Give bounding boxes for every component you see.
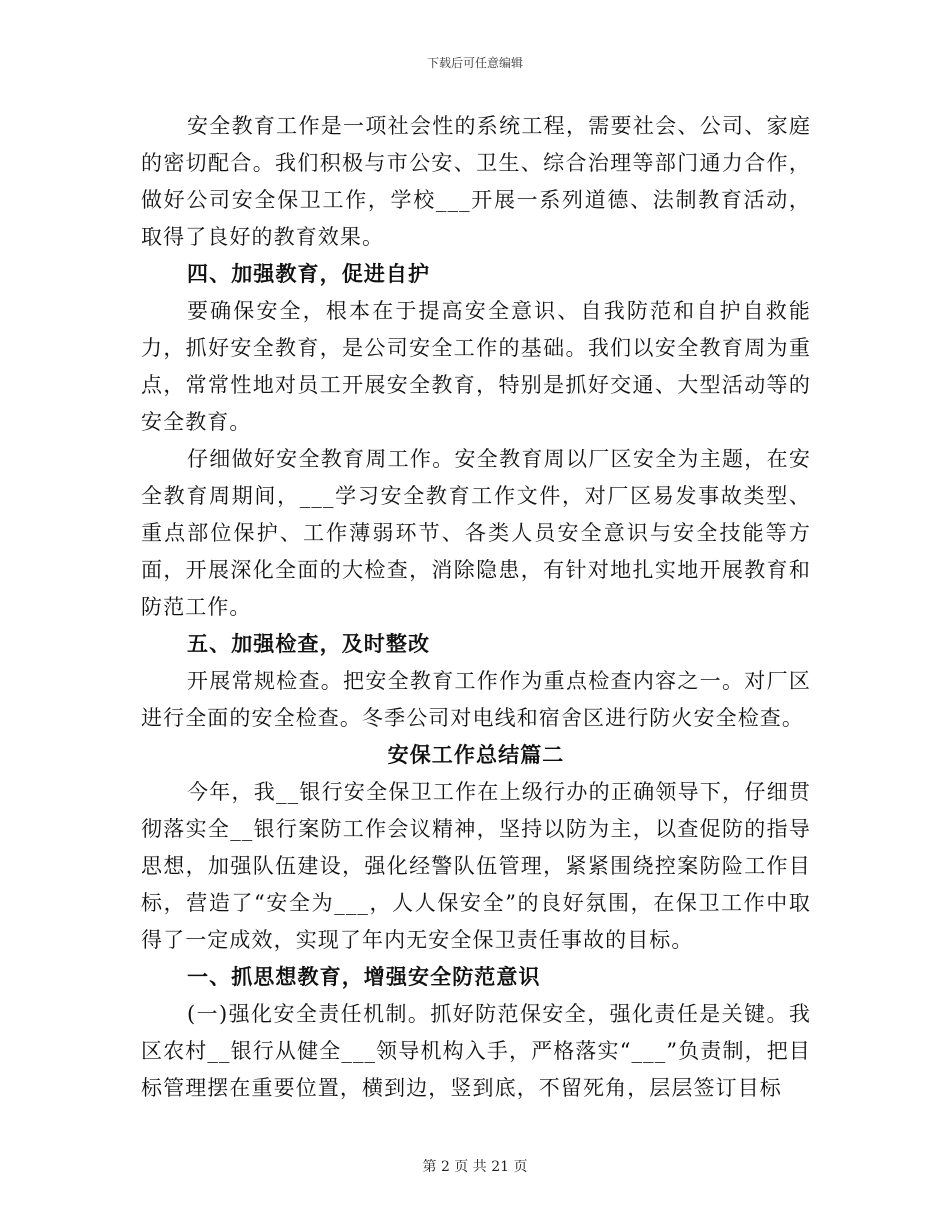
paragraph-routine-inspection: 开展常规检查。把安全教育工作作为重点检查内容之一。对厂区进行全面的安全检查。冬季公司对电线和宿舍区进行防火安全检查。	[141, 669, 811, 730]
paragraph-ensure-safety: 要确保安全，根本在于提高安全意识、自我防范和自护自救能力，抓好安全教育，是公司安全工作的基础。我们以安全教育周为重点，常常性地对员工开展安全教育，特别是抓好交通、大型活动等的安全教育。	[141, 299, 811, 434]
page-header: 下载后可任意编辑	[426, 56, 523, 70]
paragraph-this-year: 今年，我__银行安全保卫工作在上级行办的正确领导下，仔细贯彻落实全__银行案防工作会议精神，坚持以防为主，以查促防的指导思想，加强队伍建设，强化经警队伍管理，紧紧围绕控案防险工作目标，营造了“安全为___，人人保安全”的良好氛围，在保卫工作中取得了一定成效，实现了年内无安全保卫责任事故的目标。	[141, 780, 811, 952]
section-heading-5: 五、加强检查，及时整改	[187, 632, 431, 656]
page-footer: 第 2 页 共 21 页	[422, 1159, 528, 1175]
document-body	[141, 108, 811, 1107]
paragraph-safety-education: 安全教育工作是一项社会性的系统工程，需要社会、公司、家庭的密切配合。我们积极与市公安、卫生、综合治理等部门通力合作，做好公司安全保卫工作，学校___开展一系列道德、法制教育活动，取得了良好的教育效果。	[141, 114, 811, 249]
section-heading-4: 四、加强教育，促进自护	[187, 262, 431, 286]
paragraph-responsibility-mechanism: (一)强化安全责任机制。抓好防范保安全，强化责任是关键。我区农村__银行从健全___领导机构入手，严格落实“___”负责制，把目标管理摆在重要位置，横到边，竖到底，不留死角，层层签订目标	[141, 1002, 811, 1100]
paragraph-education-week: 仔细做好安全教育周工作。安全教育周以厂区安全为主题，在安全教育周期间，___学习安全教育工作文件，对厂区易发事故类型、重点部位保护、工作薄弱环节、各类人员安全意识与安全技能等方面，开展深化全面的大检查，消除隐患，有针对地扎实地开展教育和防范工作。	[141, 447, 811, 619]
article-title-part-two: 安保工作总结篇二	[387, 743, 565, 767]
section-heading-1: 一、抓思想教育，增强安全防范意识	[187, 965, 541, 989]
